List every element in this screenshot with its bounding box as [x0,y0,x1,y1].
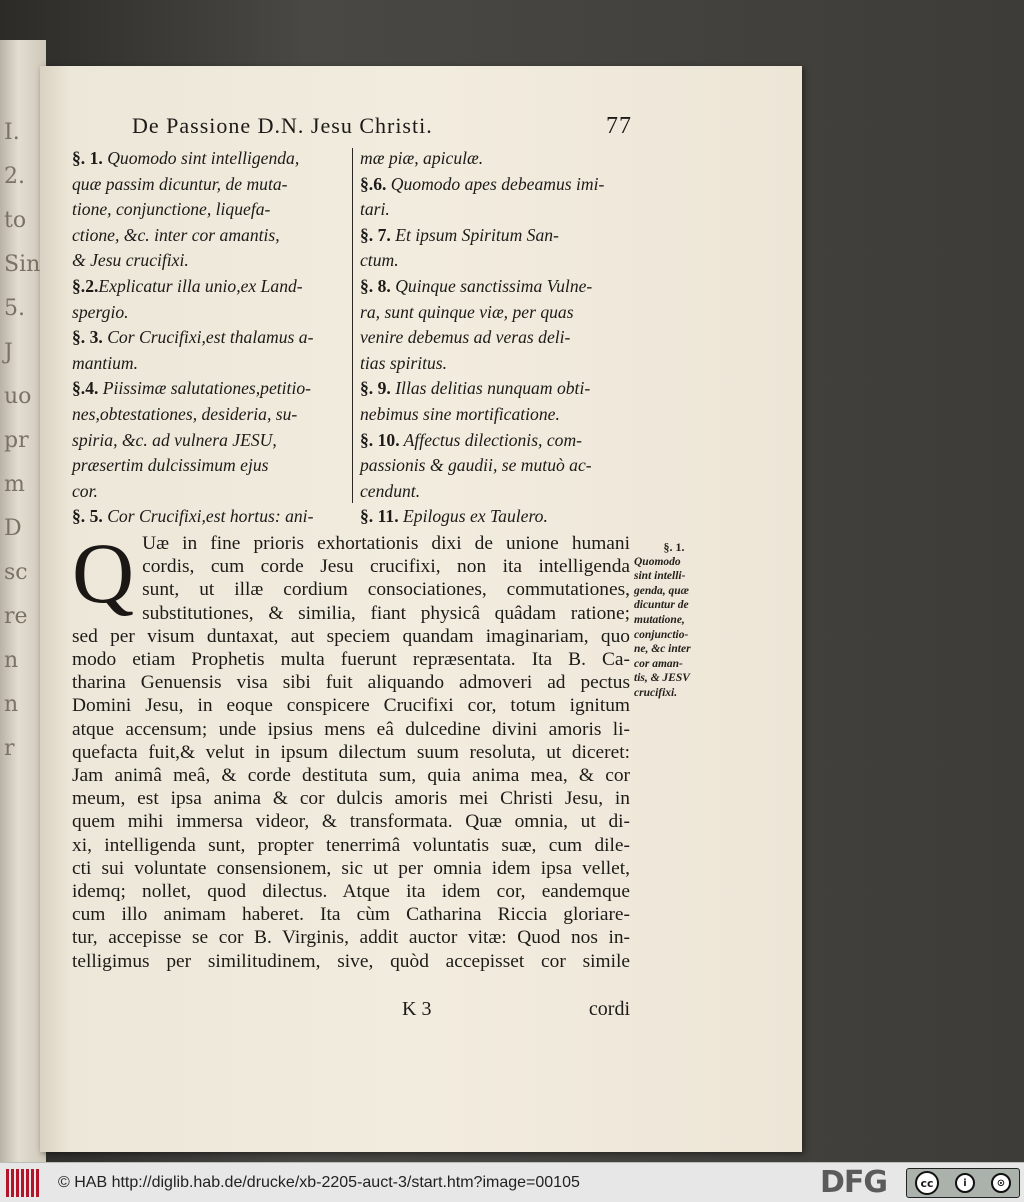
contents-entry [360,172,642,223]
text-line: idemq; nollet, quod dilectus. Atque ita idem cor, eandemque [72,881,630,903]
chapter-contents [72,146,642,527]
section-number: §. 1. [72,148,103,168]
previous-page-fragment: uo [4,384,32,409]
library-barcode-icon [6,1169,40,1197]
section-number: §. 5. [72,506,103,527]
text-line: Jam animâ meâ, & corde destituta sum, quia anima mea, & cor [72,765,630,787]
marginal-line: conjunctio- [634,628,689,641]
text-line: tharina Genuensis visa sibi fuit aliquando admoveri ad pectus [72,672,630,694]
previous-page-fragment: n [4,648,19,673]
previous-page-fragment: D [4,516,22,541]
contents-entry-text: Affectus dilectionis, com- passionis & gaudii, se mutuò ac- cendunt. [360,429,592,501]
contents-entry-text: Cor Crucifixi,est thalamus a- mantium. [72,327,314,373]
marginal-line: dicuntur de [634,599,689,612]
text-line: meum, est ipsa anima & cor dulcis amoris mei Christi Jesu, in [72,788,630,810]
contents-entry-text: mæ piæ, apiculæ. [360,148,484,168]
drop-cap: Q [72,525,135,621]
previous-page-fragment: re [4,604,28,629]
section-number: §. 9. [360,378,391,399]
text-line: sunt, ut illæ cordium consociationes, commutationes, [142,579,630,601]
previous-page-fragment: m [4,472,25,497]
previous-page-fragment: pr [4,428,29,453]
contents-entry-text: Cor Crucifixi,est hortus: ani- [102,506,314,527]
contents-entry [72,274,354,325]
text-line: xi, intelligenda sunt, propter tenerrimâ voluntatis suæ, cum dile- [72,834,630,856]
text-line: modo etiam Prophetis multa fuerunt repræsentata. Ita B. Ca- [72,649,630,671]
text-line: atque accensum; unde ipsius mens eâ dulcedine divini amoris li- [72,718,630,740]
previous-page-fragment: I. [4,120,20,145]
section-number: §. 10. [360,429,400,450]
text-line: telligimus per similitudinem, sive, quòd accepisset cor simile [72,950,630,972]
text-line: cti sui voluntate consensionem, sic ut per omnia idem ipsa vellet, [72,857,630,879]
text-line: quefacta fuit,& velut in ipsum dilectum suum resoluta, ut diceret: [72,741,630,763]
sa-icon: ⊙ [991,1173,1011,1193]
license-badge[interactable] [906,1168,1020,1198]
marginal-line: Quomodo [634,555,681,568]
contents-entry-text: Quinque sanctissima Vulne- ra, sunt quinque viæ, per quas venire debemus ad veras deli- tias spiritus. [360,275,593,373]
marginal-line: cor aman- [634,657,683,670]
section-number: §. 3. [72,327,103,348]
text-line: tur, accepisse se cor B. Virginis, addit auctor vitæ: Quod nos in- [72,927,630,949]
contents-entry-text: Explicatur illa unio,ex Land- spergio. [72,275,303,322]
previous-page-fragment: sc [4,560,28,585]
page-number: 77 [606,113,632,139]
previous-page-fragment: J [4,340,13,365]
by-icon: i [955,1173,975,1193]
signature-mark: K 3 [402,998,432,1020]
marginal-line: tis, & JESV [634,672,690,685]
contents-column-left [72,146,354,530]
previous-page-fragment: 2. [4,164,25,189]
section-number: §.2. [72,275,99,296]
contents-entry-text: Quomodo apes debeamus imi- tari. [360,173,605,220]
contents-entry-text: Et ipsum Spiritum San- ctum. [360,224,559,271]
contents-entry [72,376,354,504]
column-divider [352,148,353,503]
running-head [132,113,632,145]
previous-page-fragment: n [4,692,19,717]
viewer-footer [0,1162,1024,1202]
section-number: §.6. [360,173,387,194]
section-number: §. 11. [360,506,399,527]
previous-page-fragment: to [4,208,27,233]
contents-entry-text: Illas delitias nunquam obti- nebimus sine mortificatione. [360,378,591,424]
contents-column-right [360,146,642,530]
marginal-line: mutatione, [634,613,685,626]
section-number: §. 8. [360,275,391,296]
previous-page-fragment: Sin [4,252,41,277]
text-line: substitutiones, & similia, fiant physicâ quâdam ratione; [142,602,630,624]
text-line: Domini Jesu, in eoque conspicere Crucifixi cor, totum ignitum [72,695,630,717]
previous-page-fragment: r [4,736,15,761]
contents-entry [360,428,642,505]
contents-entry [72,325,354,376]
contents-entry-text: Epilogus ex Taulero. [398,506,548,527]
source-link[interactable]: © HAB http://diglib.hab.de/drucke/xb-2205-auct-3/start.htm?image=00105 [58,1173,580,1191]
text-line: sed per visum duntaxat, aut speciem quandam imaginariam, quo [72,625,630,647]
running-title: De Passione D.N. Jesu Christi. [132,113,433,138]
marginal-line: ne, &c inter [634,643,691,656]
main-text [72,525,630,992]
marginal-section: §. 1. [663,540,685,554]
marginal-line: crucifixi. [634,686,678,699]
marginal-line: sint intelli- [634,570,686,583]
text-line: cordis, cum corde Jesu crucifixi, non ita intelligenda [142,556,630,578]
section-number: §.4. [72,378,99,399]
contents-entry [360,223,642,274]
text-line: Uæ in fine prioris exhortationis dixi de unione humani [142,533,630,554]
previous-page-fragment: 5. [4,296,25,321]
marginal-line: genda, quæ [634,584,689,597]
text-line: cum illo animam haberet. Ita cùm Catharina Riccia gloriare- [72,904,630,926]
contents-entry [72,146,354,274]
dfg-logo: DFG [820,1165,888,1200]
section-number: §. 7. [360,224,391,245]
contents-entry [360,504,642,530]
contents-entry [360,146,642,172]
contents-entry-text: Piissimæ salutationes,petitio- nes,obtestationes, desideria, su- spiria, &c. ad vulnera JESU, præsertim dulcissimum ejus cor. [72,378,311,501]
cc-icon: cc [915,1171,939,1195]
contents-entry-text: Quomodo sint intelligenda, quæ passim dicuntur, de muta- tione, conjunctione, liquefa- ctione, &c. inter cor amantis, & Jesu crucifixi. [72,148,300,271]
marginal-note [634,540,714,740]
contents-entry [360,376,642,427]
page-footer-line [402,998,630,1024]
catchword: cordi [588,998,630,1020]
text-line: quem mihi immersa videor, & transformata. Quæ omnia, ut di- [72,811,630,833]
contents-entry [360,274,642,376]
